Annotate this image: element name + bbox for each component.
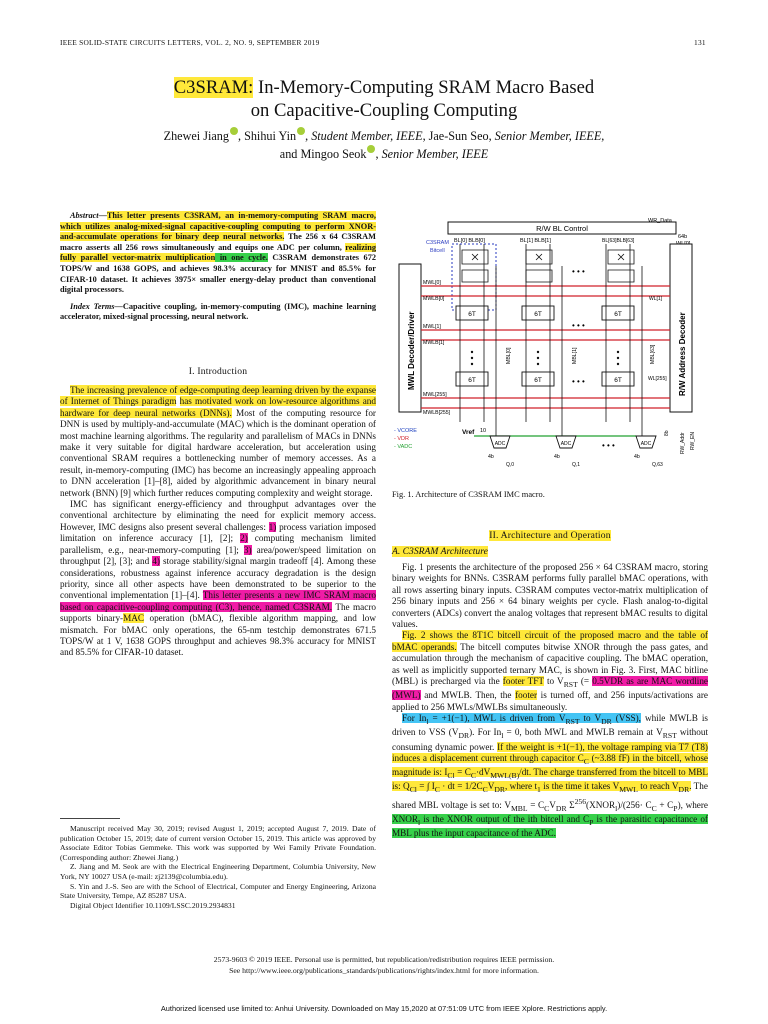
footnotes: Manuscript received May 30, 2019; revised August 1, 2019; accepted August 7, 2019. Date of publication October 15, 2019; date of current version October 15, 2019. This article was approved by Associate Editor Tobias Gemmeke. This work was supported by Wei Family Private Foundation. (Corresponding author: Zhewei Jiang.) Z. Jiang and M. Seok are with the Electrical Engineering Department, Columbia University, New York, NY 10027 USA (e-mail: zj2139@columbia.edu). S. Yin and J.-S. Seo are with the School of Electrical, Computer and Energy Engineering, Arizona State University, Tempe, AZ 85287 USA. Digital Object Identifier 10.1109/LSSC.2019.2934831 [60,824,376,910]
architecture-figure [392,214,710,472]
figure-caption: Fig. 1. Architecture of C3SRAM IMC macro. [392,490,545,499]
rw-decoder-label: R/W Address Decoder [678,312,687,396]
rwen-label: RW_EN [690,432,696,450]
mwlb255-label: MWLB[255] [423,410,451,416]
c3sram-bitcell-label: C3SRAM [426,240,449,246]
mwlb1-label: MWLB[1] [423,340,445,346]
abstract-label: Abstract— [70,211,107,220]
paper-title [0,76,768,122]
index-terms-label: Index Terms— [70,301,123,311]
title-line2: on Capacitive-Coupling Computing [250,100,518,121]
orcid-icon[interactable] [297,127,305,135]
index-terms: Capacitive coupling, in-memory-computing (IMC), machine learning accelerator, mixed-signal processing, neural network. [60,301,376,322]
bitcell-outline [452,244,496,310]
mwl-decoder-label: MWL Decoder/Driver [407,311,416,390]
row-ellipsis [471,351,619,365]
footnote-rule [60,818,120,819]
section-heading-intro: I. Introduction [188,366,248,377]
adc-label: ADC [494,441,506,447]
adc-bits: 4b [488,454,494,460]
cell-6t: 6T [468,311,476,318]
bl0-label: BL[0] BLB[0] [454,238,485,244]
rights-link[interactable]: See http://www.ieee.org/publications_standards/publications/rights/index.html for more information. [229,966,539,975]
bl1-label: BL[1] BLB[1] [520,238,551,244]
legend-vdr: - VDR [394,436,409,442]
legend-vadc: - VADC [394,444,413,450]
b8-label: 8b [664,430,670,436]
column-ellipsis: • • • [572,321,585,330]
q1-label: Q,1 [572,462,581,468]
orcid-icon[interactable] [367,145,375,153]
mwl-lines [421,286,670,408]
wl255-label: WL[255] [648,376,667,382]
title-acronym: C3SRAM: [173,77,254,98]
adc-bits: 4b [634,454,640,460]
authorized-use-banner: Authorized licensed use limited to: Anhui University. Downloaded on May 15,2020 at 07:51:09 UTC from IEEE Xplore. Restrictions apply. [160,1004,608,1013]
mbl63-label: MBL[63] [650,344,656,364]
cell-grid [456,306,634,386]
adc-label: ADC [560,441,572,447]
author-list: Zhewei Jiang , Shihui Yin , Student Member, IEEE, Jae-Sun Seo, Senior Member, IEEE, and Mingoo Seok , Senior Member, IEEE [0,127,768,163]
q63-label: Q,63 [652,462,663,468]
rwaddr-label: RW_Addr [680,432,686,454]
copyright-notice: 2573-9603 © 2019 IEEE. Personal use is permitted, but republication/redistribution requires IEEE permission. See http://www.ieee.org/publications_standards/publications/rights/index.html for more information. [0,954,768,976]
legend-vcore: - VCORE [394,428,417,434]
subsection-heading: A. C3SRAM Architecture [392,546,488,557]
adc-bits: 4b [554,454,560,460]
author-2: Shihui Yin [244,129,297,144]
mwl1-label: MWL[1] [423,324,441,330]
column-ellipsis: • • • [602,441,615,450]
arch-body: Fig. 1 presents the architecture of the proposed 256 × 64 C3SRAM macro, storing binary weights for BNNs. C3SRAM performs fully parallel bMAC operations, with all rows asserting binary inputs. C3SRAM computes vector-matrix multiplication of 256 binary inputs and 256 × 64 binary weights per cycle. Flash analog-to-digital converters (ADCs) convert the analog voltages that represent bMAC results to digital values. Fig. 2 shows the 8T1C bitcell circuit of the proposed macro and the table of bMAC operands. The bitcell computes bitwise XNOR through the pass gates, and accumulation through the mechanism of capacitive coupling. The bMAC operation, as well as implicitly supported ternary MAC, is shown in Fig. 3. First, MAC bitline (MBL) is precharged via the footer TFT to $V_{RST}$ (= 0.5VDR as are MAC wordline (MWL) and MWLB. Then, the footer is turned off, and 256 inputs/activations are applied to 256 MWLs/MWLBs simultaneously. For $In_l = +1(-1)$, MWL is driven from $V_{RST}$ to $V_{DR}$ (VSS), while MWLB is driven to VSS $(V_{DR})$. For $In_l = 0$, both MWL and MWLB remain at $V_{RST}$ without consuming dynamic power. If the weight is +1(−1), the voltage ramping via T7 (T8) induces a displacement current through capacitor $C_C$ (~3.88 fF) in the bitcell, whose magnitude is: $I_{Cl} = C_C\cdot dV_{MWL(B)}/dt$. The charge transferred from the bitcell to MBL is: $Q_{Cl}$ = ∫ $I_C$ · dt = $1/2C_CV_{DR}$, where $t_1$ is the time it takes $V_{MWL}$ to reach $V_{DR}$. The shared MBL voltage is set to: $V_{MBL} = C_CV_{DR}$ $\Sigma^{256}(XNOR_l)/(256\cdot C_C + C_P)$, where $XNOR_l$ is the XNOR output of the ith bitcell and $C_P$ is the parasitic capacitance of MBL plus the input capacitance of the ADC. [392,562,709,839]
section-heading-arch: II. Architecture and Operation [489,530,611,541]
abstract: Abstract—This letter presents C3SRAM, an in-memory-computing SRAM macro, which utilizes analog-mixed-signal capacitive-coupling computing to perform XNOR-and-accumulate operations for binary deep neural networks. The 256 x 64 C3SRAM macro asserts all 256 rows simultaneously and equips one ADC per column, realizing fully parallel vector-matrix multiplication in one cycle. C3SRAM demonstrates 672 TOPS/W and 1638 GOPS, and achieves 98.3% accuracy for MNIST and 85.5% for CIFAR-10 dataset. It achieves 3975× smaller energy-delay product than conventional digital processors. Index Terms—Capacitive coupling, in-memory-computing (IMC), machine learning accelerator, mixed-signal processing, neural network. [60,211,377,322]
intro-body: The increasing prevalence of edge-computing deep learning driven by the expanse of Internet of Things paradigm has motivated work on low-resource algorithms and hardware for deep neural networks (DNNs). Most of the computing resource for DNN is used by multiply-and-accumulate (MAC) which is the dominant operation of most machine learning algorithms. The regularity and parallelism of MACs in DNNs make it very suitable for digital hardware acceleration, but acceleration using conventional SRAM requires a bottlenecking number of memory accesses. As a result, in-memory-computing (IMC) has become an increasingly appealing approach to DNN acceleration [1]–[8], aided by algorithmic advancement in binary neural network (BNN) [9] which further reduces computing complexity and weight storage. IMC has significant energy-efficiency and throughput advantages over the conventional architecture by eliminating the need for explicit memory access. However, IMC designs also present several challenges: 1) process variation imposed limitation on inference accuracy [1], [2]; 2) computing mechanism limited parallelism, e.g., near-memory-computing [1]; 3) area/power/speed limitation on throughput [2], [3]; and 4) storage stability/signal margin tradeoff [4]. Among these considerations, robustness against inference accuracy degradation is the design priority, since all other aspects have been demonstrated to be superior to the conventional implementation [1]–[4]. This letter presents a new IMC SRAM macro based on capacitive-coupling computing (C3), hence, named C3SRAM. The macro supports binary-MAC operation (bMAC), flexible algorithm mapping, and low mismatch. For bMAC only operations, the 65-nm testchip demonstrates 671.5 TOPS/W at 1 V, 1638 GOPS throughput and achieves 98.3% accuracy for MNIST and 85.5% for CIFAR-10 dataset. [60,385,377,658]
rwbl-label: R/W BL Control [536,224,588,233]
precharge-circuits [462,250,634,282]
author-4: and Mingoo Seok [279,147,367,162]
author-1: Zhewei Jiang [163,129,229,144]
column-ellipsis: • • • [572,267,585,276]
mwl0-label: MWL[0] [423,280,441,286]
wrdata-label: WR_Data [648,218,672,224]
wl1-label: WL[1] [649,296,663,302]
adc-label: ADC [640,441,652,447]
page-number: 131 [694,38,706,47]
title-line1: In-Memory-Computing SRAM Macro Based [253,77,595,98]
bl63-label: BL[63]BLB[63] [602,238,635,244]
cell-6t: 6T [614,377,622,384]
mwl255-label: MWL[255] [423,392,447,398]
cell-6t: 6T [534,311,542,318]
author-3: Jae-Sun Seo [428,129,489,144]
cell-6t: 6T [534,377,542,384]
vref-label: Vref [462,429,475,436]
mbl1-label: MBL[1] [572,347,578,364]
mbl0-label: MBL[0] [506,347,512,364]
author-4-role: Senior Member, IEEE [381,147,489,162]
bitcell-label: Bitcell [430,248,445,254]
q0-label: Q,0 [506,462,515,468]
mwlb0-label: MWLB[0] [423,296,445,302]
author-3-role: Senior Member, IEEE, [494,129,605,144]
cell-6t: 6T [614,311,622,318]
bits64-label: 64b [678,234,688,240]
cell-6t: 6T [468,377,476,384]
orcid-icon[interactable] [230,127,238,135]
vref-bits: 10 [480,428,487,434]
adc-blocks [490,436,656,448]
journal-header: IEEE SOLID-STATE CIRCUITS LETTERS, VOL. 2, NO. 9, SEPTEMBER 2019 [60,38,320,47]
author-2-role: Student Member, IEEE [311,129,423,144]
column-ellipsis: • • • [572,377,585,386]
